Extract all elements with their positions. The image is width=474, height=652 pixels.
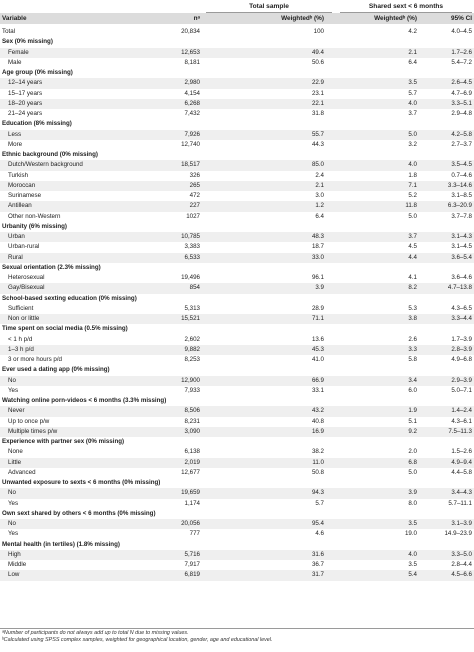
- cell-weighted-shared: 3.5: [408, 520, 417, 527]
- group-header-shared-sext: Shared sext < 6 months: [368, 3, 444, 10]
- cell-ci: 2.7–3.7: [451, 140, 472, 148]
- cell-ci: 4.4–5.8: [451, 468, 472, 476]
- cell-n: 15,521: [181, 315, 200, 322]
- row-label: 1–3 h p/d: [8, 345, 34, 353]
- table-row: [0, 109, 474, 119]
- cell-weighted-total: 23.1: [311, 89, 324, 97]
- footnote: ᵇCalculated using SPSS complex samples, weighted for geographical location, gender, age and educational level.: [2, 637, 273, 643]
- row-label: Less: [8, 130, 22, 138]
- cell-n: 2,980: [184, 79, 200, 87]
- cell-weighted-shared: 3.5: [408, 561, 417, 568]
- cell-weighted-total: 31.8: [311, 110, 324, 117]
- cell-n: 12,740: [181, 140, 200, 148]
- table-row: [0, 386, 474, 396]
- cell-weighted-total: 66.9: [311, 376, 324, 384]
- cell-weighted-total: 71.1: [311, 315, 324, 322]
- cell-ci: 3.3–14.6: [447, 181, 472, 189]
- cell-ci: 2.6–4.5: [451, 79, 472, 87]
- section-row: [0, 150, 474, 160]
- table-row: [0, 160, 474, 170]
- cell-weighted-total: 94.3: [311, 489, 324, 497]
- cell-n: 7,432: [184, 110, 200, 117]
- cell-n: 8,181: [184, 58, 200, 66]
- cell-weighted-shared: 5.0: [408, 130, 417, 138]
- cell-n: 12,900: [181, 376, 200, 384]
- cell-n: 12,677: [181, 468, 200, 476]
- row-label: Other non-Western: [8, 212, 61, 220]
- cell-n: 7,926: [184, 130, 200, 138]
- cell-ci: 3.7–7.8: [451, 212, 472, 220]
- row-label: Sufficient: [8, 304, 34, 312]
- header-variable: Variable: [2, 15, 27, 22]
- row-label: No: [8, 520, 16, 527]
- row-label: Total: [2, 28, 16, 35]
- cell-ci: 4.2–5.8: [451, 130, 472, 138]
- row-label: Middle: [8, 561, 27, 568]
- table-body: [0, 27, 474, 581]
- cell-ci: 3.6–5.4: [451, 253, 472, 261]
- row-label: Rural: [8, 253, 23, 261]
- section-label: Own sext shared by others < 6 months (0% missing): [2, 509, 156, 517]
- cell-weighted-total: 43.2: [311, 407, 324, 415]
- row-label: Multiple times p/w: [8, 427, 58, 435]
- section-label: Watching online porn-videos < 6 months (3.3% missing): [2, 397, 167, 404]
- table-row: [0, 447, 474, 457]
- table-row: [0, 314, 474, 324]
- cell-weighted-shared: 3.7: [408, 110, 417, 117]
- cell-n: 8,231: [184, 417, 200, 425]
- cell-weighted-total: 33.0: [311, 253, 324, 261]
- cell-ci: 4.9–9.4: [451, 458, 472, 466]
- section-row: [0, 509, 474, 519]
- cell-weighted-shared: 5.3: [408, 304, 417, 312]
- cell-n: 3,090: [184, 427, 200, 435]
- cell-ci: 6.3–20.9: [447, 202, 472, 210]
- table-row: [0, 273, 474, 283]
- table-row: [0, 550, 474, 560]
- group-header-total-sample: Total sample: [249, 3, 289, 10]
- cell-ci: 0.7–4.6: [451, 171, 472, 179]
- table-row: [0, 89, 474, 99]
- cell-weighted-total: 2.4: [315, 171, 324, 179]
- row-label: Yes: [8, 499, 19, 507]
- cell-weighted-shared: 6.0: [408, 386, 417, 394]
- header-weighted-shared: Weightedᵇ (%): [374, 15, 417, 22]
- row-label: 15–17 years: [8, 89, 43, 97]
- cell-weighted-shared: 4.0: [408, 550, 417, 558]
- cell-weighted-shared: 1.8: [408, 171, 417, 179]
- cell-n: 12,653: [181, 48, 200, 56]
- cell-weighted-total: 11.0: [312, 458, 324, 466]
- row-label: Up to once p/w: [8, 417, 50, 425]
- cell-weighted-shared: 19.0: [404, 530, 417, 538]
- table-row: [0, 570, 474, 580]
- cell-weighted-total: 13.6: [311, 335, 324, 343]
- cell-weighted-total: 48.3: [311, 233, 324, 240]
- cell-weighted-total: 100: [313, 28, 324, 35]
- footnotes: [2, 630, 272, 644]
- row-label: 12–14 years: [8, 79, 43, 87]
- cell-n: 4,154: [184, 89, 200, 97]
- table-row: [0, 304, 474, 314]
- cell-weighted-total: 31.6: [311, 550, 324, 558]
- cell-weighted-shared: 2.1: [408, 48, 417, 56]
- cell-weighted-shared: 8.2: [408, 284, 417, 292]
- section-row: [0, 68, 474, 78]
- cell-weighted-shared: 11.8: [405, 202, 417, 210]
- section-row: [0, 294, 474, 304]
- section-label: School-based sexting education (0% missing): [2, 294, 137, 302]
- cell-ci: 3.3–5.1: [451, 99, 472, 107]
- cell-n: 10,785: [181, 233, 200, 240]
- footnote: ᵃNumber of participants do not always add up to total N due to missing values.: [2, 630, 189, 636]
- cell-weighted-total: 40.8: [311, 417, 324, 425]
- header-ci: 95% CI: [451, 15, 472, 22]
- cell-ci: 4.3–6.5: [451, 304, 472, 312]
- cell-ci: 3.5–4.5: [451, 161, 472, 169]
- cell-ci: 3.1–3.9: [451, 520, 472, 527]
- row-label: High: [8, 550, 21, 558]
- cell-n: 19,496: [181, 274, 200, 281]
- table-row: [0, 140, 474, 150]
- cell-weighted-shared: 3.8: [408, 315, 417, 322]
- section-label: Unwanted exposure to sexts < 6 months (0% missing): [2, 479, 161, 486]
- cell-weighted-shared: 5.0: [408, 468, 417, 476]
- section-label: Urbanity (6% missing): [2, 222, 67, 230]
- cell-n: 227: [189, 202, 200, 210]
- section-row: [0, 478, 474, 488]
- section-row: [0, 37, 474, 47]
- cell-weighted-total: 22.1: [311, 99, 324, 107]
- cell-weighted-shared: 3.2: [408, 140, 417, 148]
- cell-ci: 5.7–11.1: [448, 499, 472, 507]
- row-label: Non or little: [8, 315, 40, 322]
- cell-weighted-shared: 5.0: [408, 212, 417, 220]
- table-row: [0, 242, 474, 252]
- cell-weighted-shared: 4.1: [408, 274, 417, 281]
- cell-ci: 4.3–6.1: [451, 417, 472, 425]
- cell-weighted-total: 3.0: [315, 192, 324, 199]
- cell-weighted-total: 2.1: [315, 181, 324, 189]
- cell-weighted-total: 96.1: [311, 274, 324, 281]
- cell-n: 5,313: [184, 304, 200, 312]
- table-row: [0, 458, 474, 468]
- row-label: More: [8, 140, 23, 148]
- row-label: Dutch/Western background: [8, 161, 83, 169]
- cell-weighted-shared: 3.9: [408, 489, 417, 497]
- section-label: Time spent on social media (0.5% missing): [2, 325, 128, 333]
- table-row: [0, 99, 474, 109]
- table-row: [0, 130, 474, 140]
- cell-weighted-total: 31.7: [311, 571, 324, 579]
- cell-ci: 3.3–5.0: [451, 550, 472, 558]
- cell-weighted-total: 95.4: [311, 520, 324, 527]
- row-label: Urban-rural: [8, 243, 40, 251]
- section-label: Mental health (in tertiles) (1.8% missing): [2, 540, 120, 548]
- section-row: [0, 365, 474, 375]
- table-row: [0, 253, 474, 263]
- cell-weighted-total: 85.0: [311, 161, 324, 169]
- table-row: [0, 191, 474, 201]
- table-row: [0, 427, 474, 437]
- cell-weighted-shared: 6.4: [408, 58, 417, 66]
- footer-divider: [0, 628, 474, 629]
- row-label: 3 or more hours p/d: [8, 356, 62, 363]
- cell-ci: 5.0–7.1: [451, 386, 472, 394]
- table-row: [0, 48, 474, 58]
- cell-weighted-total: 6.4: [315, 212, 324, 220]
- cell-weighted-shared: 3.4: [408, 376, 417, 384]
- cell-ci: 2.8–4.4: [451, 561, 472, 568]
- cell-weighted-total: 1.2: [315, 202, 324, 210]
- cell-ci: 4.7–6.9: [451, 89, 472, 97]
- section-label: Experience with partner sex (0% missing): [2, 438, 125, 445]
- row-label: Little: [8, 458, 22, 466]
- cell-weighted-shared: 2.6: [408, 335, 417, 343]
- row-label: 18–20 years: [8, 99, 43, 107]
- cell-weighted-shared: 3.7: [408, 233, 417, 240]
- cell-ci: 4.7–13.8: [447, 284, 472, 292]
- table-row: [0, 560, 474, 570]
- cell-weighted-shared: 4.0: [408, 161, 417, 169]
- cell-n: 472: [189, 192, 200, 199]
- section-label: Sex (0% missing): [2, 38, 53, 46]
- row-label: Yes: [8, 530, 19, 538]
- cell-ci: 3.6–4.6: [451, 274, 472, 281]
- cell-ci: 3.1–8.5: [451, 192, 472, 199]
- cell-weighted-shared: 5.2: [408, 192, 417, 199]
- cell-weighted-shared: 4.2: [408, 28, 417, 35]
- cell-n: 6,138: [184, 448, 200, 456]
- table-row: [0, 345, 474, 355]
- cell-weighted-shared: 8.0: [408, 499, 417, 507]
- section-label: Ever used a dating app (0% missing): [2, 366, 110, 374]
- cell-ci: 3.1–4.3: [451, 233, 472, 240]
- row-label: No: [8, 489, 16, 497]
- cell-weighted-shared: 7.1: [408, 181, 417, 189]
- cell-n: 326: [189, 171, 200, 179]
- table-row: [0, 519, 474, 529]
- cell-n: 6,533: [184, 253, 200, 261]
- table-header-row: [0, 13, 474, 24]
- row-label: Gay/Bisexual: [8, 284, 45, 292]
- cell-weighted-shared: 5.4: [408, 571, 417, 579]
- cell-ci: 4.5–6.6: [451, 571, 472, 579]
- cell-ci: 2.9–3.9: [451, 376, 472, 384]
- cell-weighted-total: 55.7: [311, 130, 324, 138]
- section-row: [0, 222, 474, 232]
- cell-n: 20,056: [181, 520, 200, 527]
- cell-n: 7,933: [184, 386, 200, 394]
- cell-weighted-total: 18.7: [311, 243, 324, 251]
- cell-weighted-total: 33.1: [311, 386, 324, 394]
- cell-weighted-shared: 6.8: [408, 458, 417, 466]
- cell-ci: 3.4–4.3: [451, 489, 472, 497]
- section-label: Sexual orientation (2.3% missing): [2, 263, 101, 271]
- row-label: Heterosexual: [8, 274, 45, 281]
- table-row: [0, 78, 474, 88]
- header-n: nᵃ: [193, 15, 200, 22]
- cell-weighted-shared: 4.5: [408, 243, 417, 251]
- cell-weighted-shared: 9.2: [408, 427, 417, 435]
- cell-n: 20,834: [181, 28, 200, 35]
- cell-ci: 4.0–4.5: [451, 28, 472, 35]
- row-label: Antillean: [8, 202, 32, 210]
- table-row: [0, 58, 474, 68]
- cell-n: 5,716: [184, 550, 200, 558]
- cell-weighted-shared: 5.8: [408, 356, 417, 363]
- cell-weighted-total: 44.3: [311, 140, 324, 148]
- table-row: [0, 232, 474, 242]
- row-label: Low: [8, 571, 20, 579]
- cell-ci: 7.5–11.3: [448, 427, 472, 435]
- cell-weighted-total: 50.6: [311, 58, 324, 66]
- section-label: Age group (0% missing): [2, 69, 73, 76]
- section-row: [0, 119, 474, 129]
- cell-weighted-total: 50.8: [311, 468, 324, 476]
- cell-weighted-shared: 5.1: [408, 417, 417, 425]
- row-label: Turkish: [8, 171, 29, 179]
- row-label: Surinamese: [8, 192, 42, 199]
- table-row: [0, 376, 474, 386]
- table-row: [0, 406, 474, 416]
- header-weighted-total: Weightedᵇ (%): [281, 15, 324, 22]
- cell-weighted-total: 41.0: [311, 356, 324, 363]
- cell-n: 6,819: [184, 571, 200, 579]
- table-row: [0, 355, 474, 365]
- cell-ci: 5.4–7.2: [451, 58, 472, 66]
- cell-ci: 3.1–4.5: [451, 243, 472, 251]
- cell-n: 19,659: [181, 489, 200, 497]
- section-row: [0, 437, 474, 447]
- cell-ci: 14.9–23.9: [444, 530, 472, 538]
- row-label: None: [8, 448, 23, 456]
- cell-ci: 2.8–3.9: [451, 345, 472, 353]
- cell-n: 8,506: [184, 407, 200, 415]
- total-row: [0, 27, 474, 37]
- cell-n: 3,383: [184, 243, 200, 251]
- section-row: [0, 263, 474, 273]
- table-row: [0, 171, 474, 181]
- cell-weighted-shared: 3.5: [408, 79, 417, 87]
- table-row: [0, 283, 474, 293]
- cell-weighted-total: 22.9: [311, 79, 324, 87]
- row-label: Yes: [8, 386, 19, 394]
- table-row: [0, 499, 474, 509]
- row-label: Urban: [8, 233, 25, 240]
- row-label: 21–24 years: [8, 110, 43, 117]
- cell-weighted-total: 45.3: [311, 345, 324, 353]
- cell-weighted-total: 38.2: [311, 448, 324, 456]
- cell-weighted-shared: 5.7: [408, 89, 417, 97]
- row-label: Moroccan: [8, 181, 36, 189]
- cell-weighted-total: 36.7: [311, 561, 324, 568]
- cell-weighted-total: 5.7: [315, 499, 324, 507]
- cell-n: 6,268: [184, 99, 200, 107]
- cell-weighted-total: 49.4: [311, 48, 324, 56]
- table-row: [0, 417, 474, 427]
- section-label: Education (8% missing): [2, 120, 72, 128]
- cell-n: 854: [189, 284, 200, 292]
- cell-ci: 1.4–2.4: [451, 407, 472, 415]
- cell-n: 1,174: [184, 499, 200, 507]
- cell-n: 265: [189, 181, 200, 189]
- table-row: [0, 468, 474, 478]
- table-row: [0, 201, 474, 211]
- row-label: Female: [8, 48, 29, 56]
- cell-ci: 1.5–2.6: [451, 448, 472, 456]
- row-label: Advanced: [8, 468, 36, 476]
- cell-weighted-shared: 3.3: [408, 345, 417, 353]
- cell-ci: 1.7–2.6: [451, 48, 472, 56]
- section-row: [0, 324, 474, 334]
- row-label: Male: [8, 58, 22, 66]
- row-label: < 1 h p/d: [8, 335, 33, 343]
- cell-weighted-total: 28.9: [311, 304, 324, 312]
- cell-weighted-total: 3.9: [315, 284, 324, 292]
- cell-weighted-shared: 2.0: [408, 448, 417, 456]
- cell-weighted-shared: 1.9: [408, 407, 417, 415]
- cell-ci: 2.9–4.8: [451, 110, 472, 117]
- cell-ci: 1.7–3.9: [451, 335, 472, 343]
- table-row: [0, 335, 474, 345]
- table-row: [0, 181, 474, 191]
- cell-n: 9,882: [184, 345, 200, 353]
- cell-ci: 3.3–4.4: [451, 315, 472, 322]
- cell-weighted-total: 4.6: [315, 530, 324, 538]
- cell-n: 18,517: [181, 161, 200, 169]
- table-row: [0, 212, 474, 222]
- cell-ci: 4.9–6.8: [451, 356, 472, 363]
- table-row: [0, 488, 474, 498]
- row-label: Never: [8, 407, 25, 415]
- section-row: [0, 540, 474, 550]
- cell-n: 777: [189, 530, 200, 538]
- table-row: [0, 529, 474, 539]
- cell-weighted-total: 16.9: [311, 427, 324, 435]
- cell-n: 1027: [186, 212, 200, 220]
- cell-weighted-shared: 4.0: [408, 99, 417, 107]
- row-label: No: [8, 376, 16, 384]
- cell-n: 7,917: [184, 561, 200, 568]
- cell-n: 2,602: [184, 335, 200, 343]
- cell-n: 8,253: [184, 356, 200, 363]
- section-row: [0, 396, 474, 406]
- cell-n: 2,019: [184, 458, 200, 466]
- cell-weighted-shared: 4.4: [408, 253, 417, 261]
- section-label: Ethnic background (0% missing): [2, 151, 98, 158]
